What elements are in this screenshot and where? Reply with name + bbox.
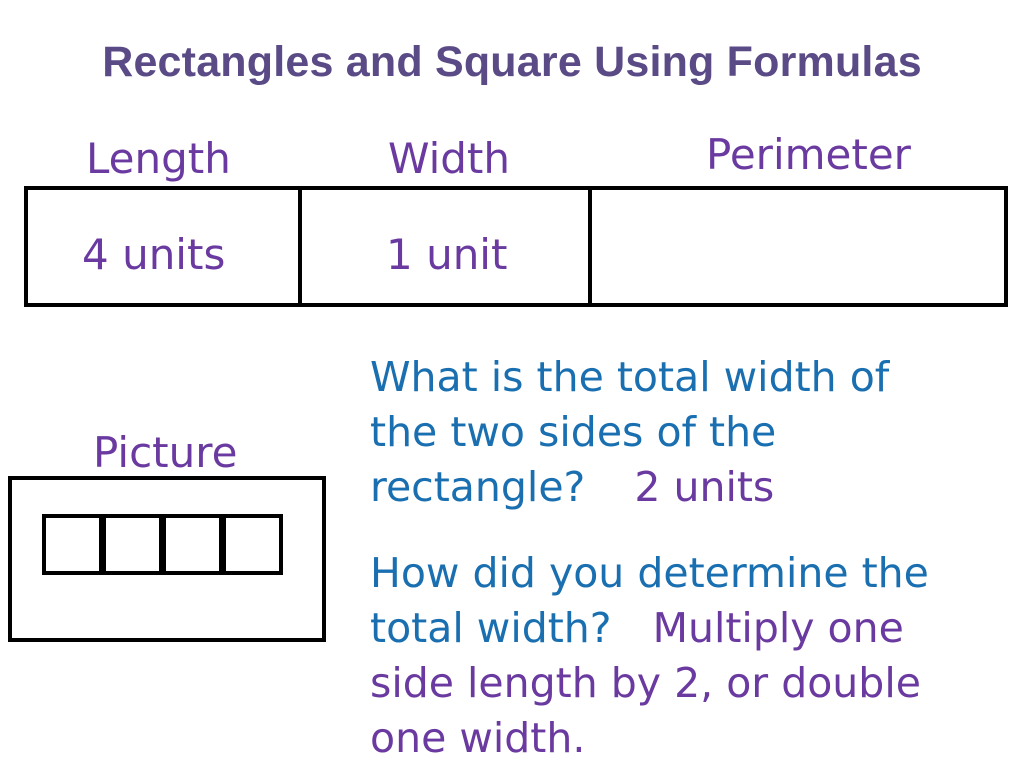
picture-label: Picture (93, 428, 238, 477)
question-1-line-text: rectangle? (370, 463, 586, 511)
question-1-answer: 2 units (634, 463, 775, 511)
unit-square (162, 514, 223, 575)
unit-square (222, 514, 283, 575)
width-value: 1 unit (386, 230, 508, 279)
width-header: Width (388, 134, 511, 183)
question-1-line: What is the total width of (370, 353, 890, 401)
question-1-line: the two sides of the (370, 408, 777, 456)
measurement-table (24, 186, 1008, 307)
question-1 (370, 350, 1010, 515)
table-divider (298, 190, 302, 303)
unit-square (102, 514, 163, 575)
table-divider (588, 190, 592, 303)
picture-frame (8, 476, 326, 642)
question-2-answer-line: side length by 2, or double (370, 659, 921, 707)
perimeter-header: Perimeter (706, 130, 911, 179)
question-2-line (370, 601, 1010, 656)
question-2-line-text: total width? (370, 604, 612, 652)
unit-square (42, 514, 103, 575)
question-2-answer-start: Multiply one (652, 604, 904, 652)
question-2-answer-line: one width. (370, 714, 586, 762)
length-header: Length (86, 134, 231, 183)
question-1-line (370, 460, 1010, 515)
slide-title: Rectangles and Square Using Formulas (102, 38, 922, 86)
question-2-line: How did you determine the (370, 549, 929, 597)
question-2 (370, 546, 1010, 766)
length-value: 4 units (82, 230, 226, 279)
